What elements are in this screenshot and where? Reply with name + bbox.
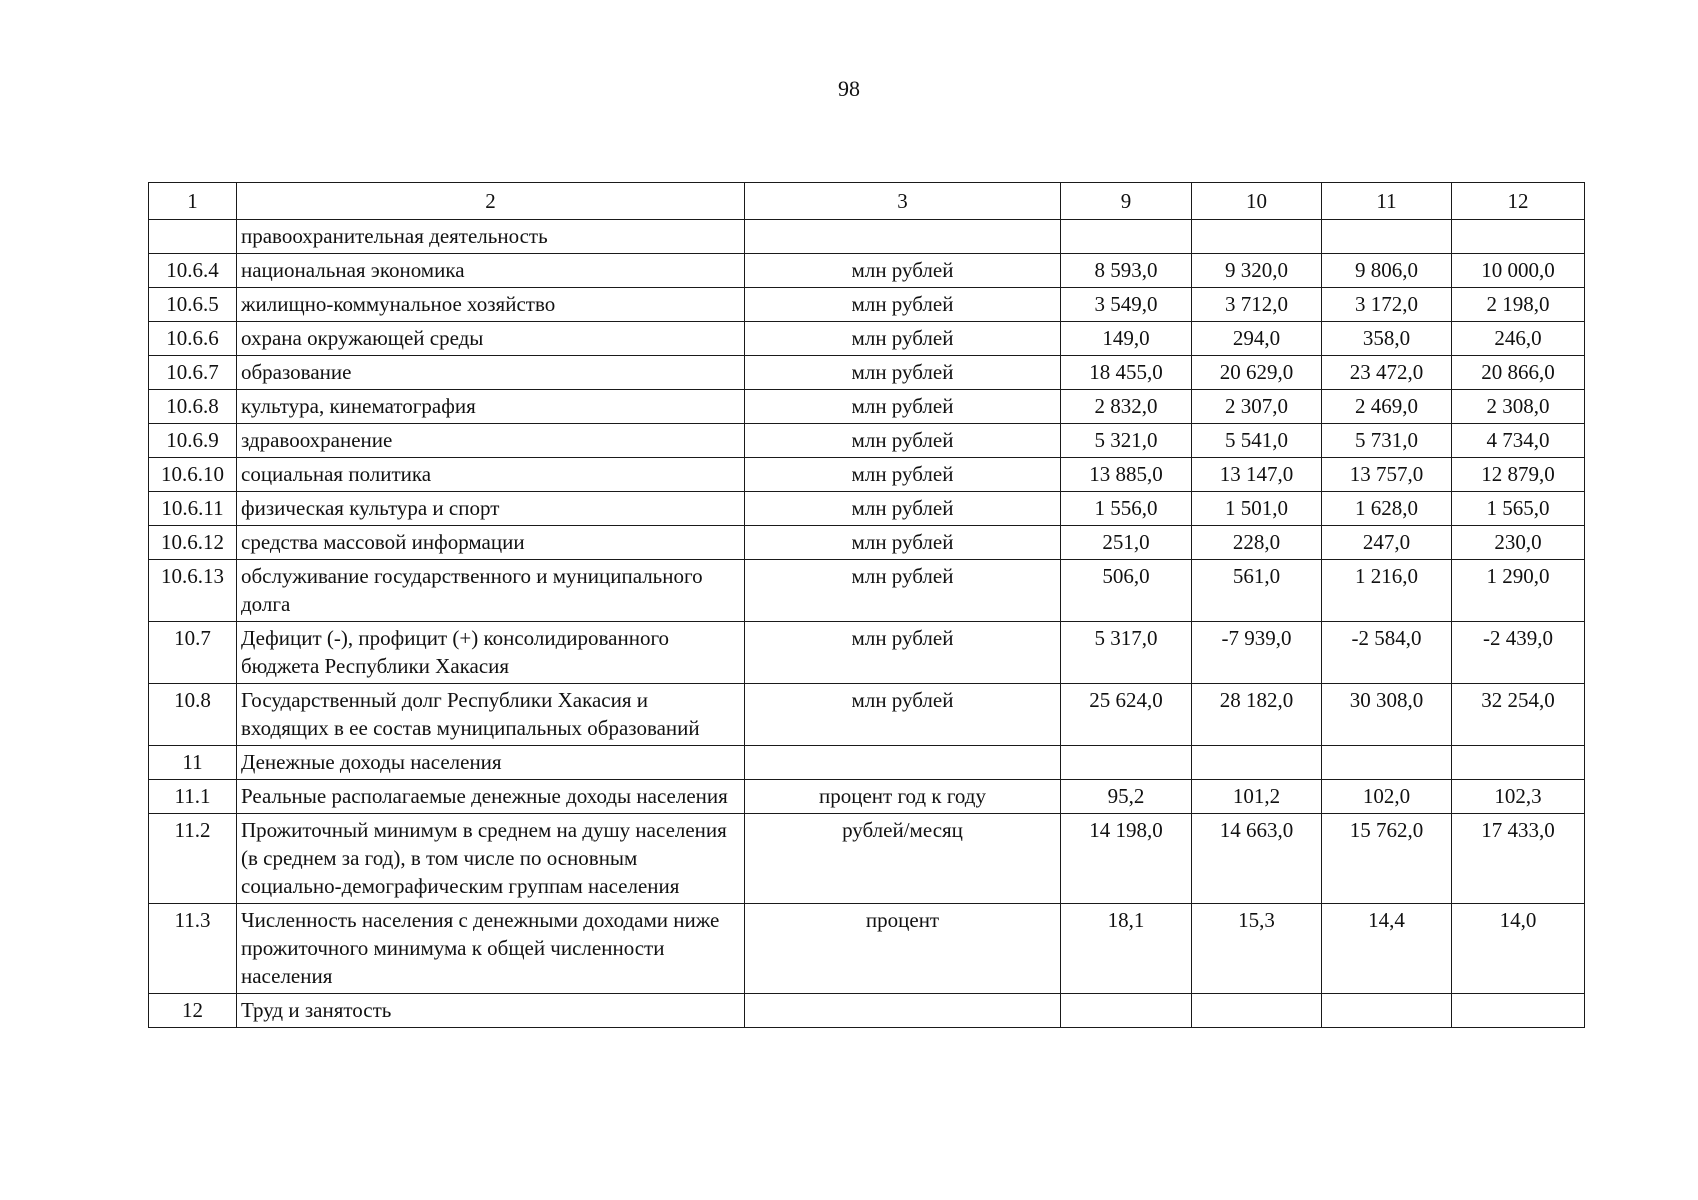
unit: млн рублей: [745, 560, 1061, 622]
unit: [745, 220, 1061, 254]
value-col-9: 3 549,0: [1061, 288, 1192, 322]
unit: млн рублей: [745, 322, 1061, 356]
indicators-table: [148, 182, 1585, 1028]
indicator-name: Дефицит (-), профицит (+) консолидированного бюджета Республики Хакасия: [237, 622, 745, 684]
header-cell-2: 2: [237, 183, 745, 220]
value-col-12: 20 866,0: [1452, 356, 1585, 390]
value-col-12: 230,0: [1452, 526, 1585, 560]
table-row: [149, 288, 1585, 322]
value-col-11: 3 172,0: [1322, 288, 1452, 322]
indicator-name: культура, кинематография: [237, 390, 745, 424]
table-row: [149, 684, 1585, 746]
value-col-9: [1061, 746, 1192, 780]
unit: млн рублей: [745, 684, 1061, 746]
header-cell-3: 3: [745, 183, 1061, 220]
value-col-9: 1 556,0: [1061, 492, 1192, 526]
value-col-9: 13 885,0: [1061, 458, 1192, 492]
value-col-11: 1 628,0: [1322, 492, 1452, 526]
indicator-name: Труд и занятость: [237, 994, 745, 1028]
unit: млн рублей: [745, 390, 1061, 424]
value-col-9: 5 321,0: [1061, 424, 1192, 458]
value-col-12: 102,3: [1452, 780, 1585, 814]
value-col-11: 102,0: [1322, 780, 1452, 814]
value-col-11: [1322, 746, 1452, 780]
indicator-name: охрана окружающей среды: [237, 322, 745, 356]
value-col-9: 25 624,0: [1061, 684, 1192, 746]
value-col-10: 5 541,0: [1192, 424, 1322, 458]
row-number: 10.6.9: [149, 424, 237, 458]
table-row: [149, 746, 1585, 780]
table-row: [149, 994, 1585, 1028]
value-col-11: 9 806,0: [1322, 254, 1452, 288]
value-col-9: [1061, 994, 1192, 1028]
value-col-12: 12 879,0: [1452, 458, 1585, 492]
table-row: [149, 492, 1585, 526]
value-col-9: 95,2: [1061, 780, 1192, 814]
value-col-11: [1322, 994, 1452, 1028]
value-col-10: 3 712,0: [1192, 288, 1322, 322]
value-col-9: 18,1: [1061, 904, 1192, 994]
unit: процент: [745, 904, 1061, 994]
row-number: 11.1: [149, 780, 237, 814]
value-col-9: 8 593,0: [1061, 254, 1192, 288]
row-number: 12: [149, 994, 237, 1028]
indicator-name: социальная политика: [237, 458, 745, 492]
value-col-12: 4 734,0: [1452, 424, 1585, 458]
value-col-10: 9 320,0: [1192, 254, 1322, 288]
unit: млн рублей: [745, 492, 1061, 526]
value-col-10: 561,0: [1192, 560, 1322, 622]
value-col-9: 251,0: [1061, 526, 1192, 560]
row-number: 11.2: [149, 814, 237, 904]
value-col-11: 30 308,0: [1322, 684, 1452, 746]
value-col-11: 14,4: [1322, 904, 1452, 994]
table-row: [149, 560, 1585, 622]
value-col-12: -2 439,0: [1452, 622, 1585, 684]
header-cell-10: 10: [1192, 183, 1322, 220]
value-col-12: 1 565,0: [1452, 492, 1585, 526]
unit: млн рублей: [745, 288, 1061, 322]
value-col-10: -7 939,0: [1192, 622, 1322, 684]
value-col-12: 17 433,0: [1452, 814, 1585, 904]
value-col-12: 2 308,0: [1452, 390, 1585, 424]
table-row: [149, 390, 1585, 424]
header-cell-9: 9: [1061, 183, 1192, 220]
value-col-10: 13 147,0: [1192, 458, 1322, 492]
value-col-11: -2 584,0: [1322, 622, 1452, 684]
indicator-name: физическая культура и спорт: [237, 492, 745, 526]
value-col-10: 1 501,0: [1192, 492, 1322, 526]
unit: рублей/месяц: [745, 814, 1061, 904]
value-col-10: 14 663,0: [1192, 814, 1322, 904]
value-col-10: [1192, 994, 1322, 1028]
indicator-name: образование: [237, 356, 745, 390]
header-cell-11: 11: [1322, 183, 1452, 220]
table-row: [149, 622, 1585, 684]
row-number: 11.3: [149, 904, 237, 994]
row-number: 10.8: [149, 684, 237, 746]
unit: млн рублей: [745, 254, 1061, 288]
indicator-name: средства массовой информации: [237, 526, 745, 560]
table-row: [149, 254, 1585, 288]
value-col-11: 1 216,0: [1322, 560, 1452, 622]
header-row: [149, 183, 1585, 220]
table-row: [149, 780, 1585, 814]
value-col-12: 1 290,0: [1452, 560, 1585, 622]
value-col-11: 2 469,0: [1322, 390, 1452, 424]
row-number: 10.6.12: [149, 526, 237, 560]
indicator-name: обслуживание государственного и муниципального долга: [237, 560, 745, 622]
value-col-10: 15,3: [1192, 904, 1322, 994]
indicator-name: здравоохранение: [237, 424, 745, 458]
value-col-10: 20 629,0: [1192, 356, 1322, 390]
value-col-9: 506,0: [1061, 560, 1192, 622]
row-number: 10.6.10: [149, 458, 237, 492]
table-row: [149, 220, 1585, 254]
indicator-name: Денежные доходы населения: [237, 746, 745, 780]
value-col-12: [1452, 994, 1585, 1028]
row-number: 10.7: [149, 622, 237, 684]
table-row: [149, 458, 1585, 492]
unit: [745, 746, 1061, 780]
value-col-12: 32 254,0: [1452, 684, 1585, 746]
value-col-9: [1061, 220, 1192, 254]
row-number: 10.6.4: [149, 254, 237, 288]
value-col-11: 358,0: [1322, 322, 1452, 356]
unit: процент год к году: [745, 780, 1061, 814]
table-row: [149, 814, 1585, 904]
value-col-11: 15 762,0: [1322, 814, 1452, 904]
indicator-name: Численность населения с денежными доходами ниже прожиточного минимума к общей численности населения: [237, 904, 745, 994]
value-col-10: [1192, 220, 1322, 254]
unit: млн рублей: [745, 458, 1061, 492]
unit: млн рублей: [745, 424, 1061, 458]
value-col-11: 13 757,0: [1322, 458, 1452, 492]
value-col-10: 228,0: [1192, 526, 1322, 560]
indicator-name: правоохранительная деятельность: [237, 220, 745, 254]
row-number: 10.6.7: [149, 356, 237, 390]
table-row: [149, 526, 1585, 560]
table-row: [149, 322, 1585, 356]
header-cell-1: 1: [149, 183, 237, 220]
value-col-11: 23 472,0: [1322, 356, 1452, 390]
unit: млн рублей: [745, 622, 1061, 684]
value-col-12: [1452, 220, 1585, 254]
unit: [745, 994, 1061, 1028]
value-col-12: [1452, 746, 1585, 780]
indicator-name: Государственный долг Республики Хакасия и входящих в ее состав муниципальных образований: [237, 684, 745, 746]
value-col-10: [1192, 746, 1322, 780]
unit: млн рублей: [745, 356, 1061, 390]
value-col-9: 14 198,0: [1061, 814, 1192, 904]
value-col-9: 18 455,0: [1061, 356, 1192, 390]
value-col-12: 14,0: [1452, 904, 1585, 994]
row-number: [149, 220, 237, 254]
value-col-11: 247,0: [1322, 526, 1452, 560]
header-cell-12: 12: [1452, 183, 1585, 220]
value-col-9: 149,0: [1061, 322, 1192, 356]
value-col-11: 5 731,0: [1322, 424, 1452, 458]
table-row: [149, 904, 1585, 994]
value-col-9: 5 317,0: [1061, 622, 1192, 684]
row-number: 10.6.11: [149, 492, 237, 526]
row-number: 10.6.13: [149, 560, 237, 622]
value-col-11: [1322, 220, 1452, 254]
value-col-12: 2 198,0: [1452, 288, 1585, 322]
value-col-10: 2 307,0: [1192, 390, 1322, 424]
unit: млн рублей: [745, 526, 1061, 560]
row-number: 10.6.5: [149, 288, 237, 322]
value-col-12: 246,0: [1452, 322, 1585, 356]
indicator-name: Реальные располагаемые денежные доходы населения: [237, 780, 745, 814]
page-number: 98: [838, 76, 860, 101]
table-row: [149, 356, 1585, 390]
indicator-name: Прожиточный минимум в среднем на душу населения (в среднем за год), в том числе по основным социально-демографическим группам населения: [237, 814, 745, 904]
indicator-name: жилищно-коммунальное хозяйство: [237, 288, 745, 322]
value-col-12: 10 000,0: [1452, 254, 1585, 288]
table-row: [149, 424, 1585, 458]
value-col-10: 28 182,0: [1192, 684, 1322, 746]
row-number: 11: [149, 746, 237, 780]
value-col-9: 2 832,0: [1061, 390, 1192, 424]
row-number: 10.6.6: [149, 322, 237, 356]
value-col-10: 294,0: [1192, 322, 1322, 356]
indicator-name: национальная экономика: [237, 254, 745, 288]
row-number: 10.6.8: [149, 390, 237, 424]
value-col-10: 101,2: [1192, 780, 1322, 814]
